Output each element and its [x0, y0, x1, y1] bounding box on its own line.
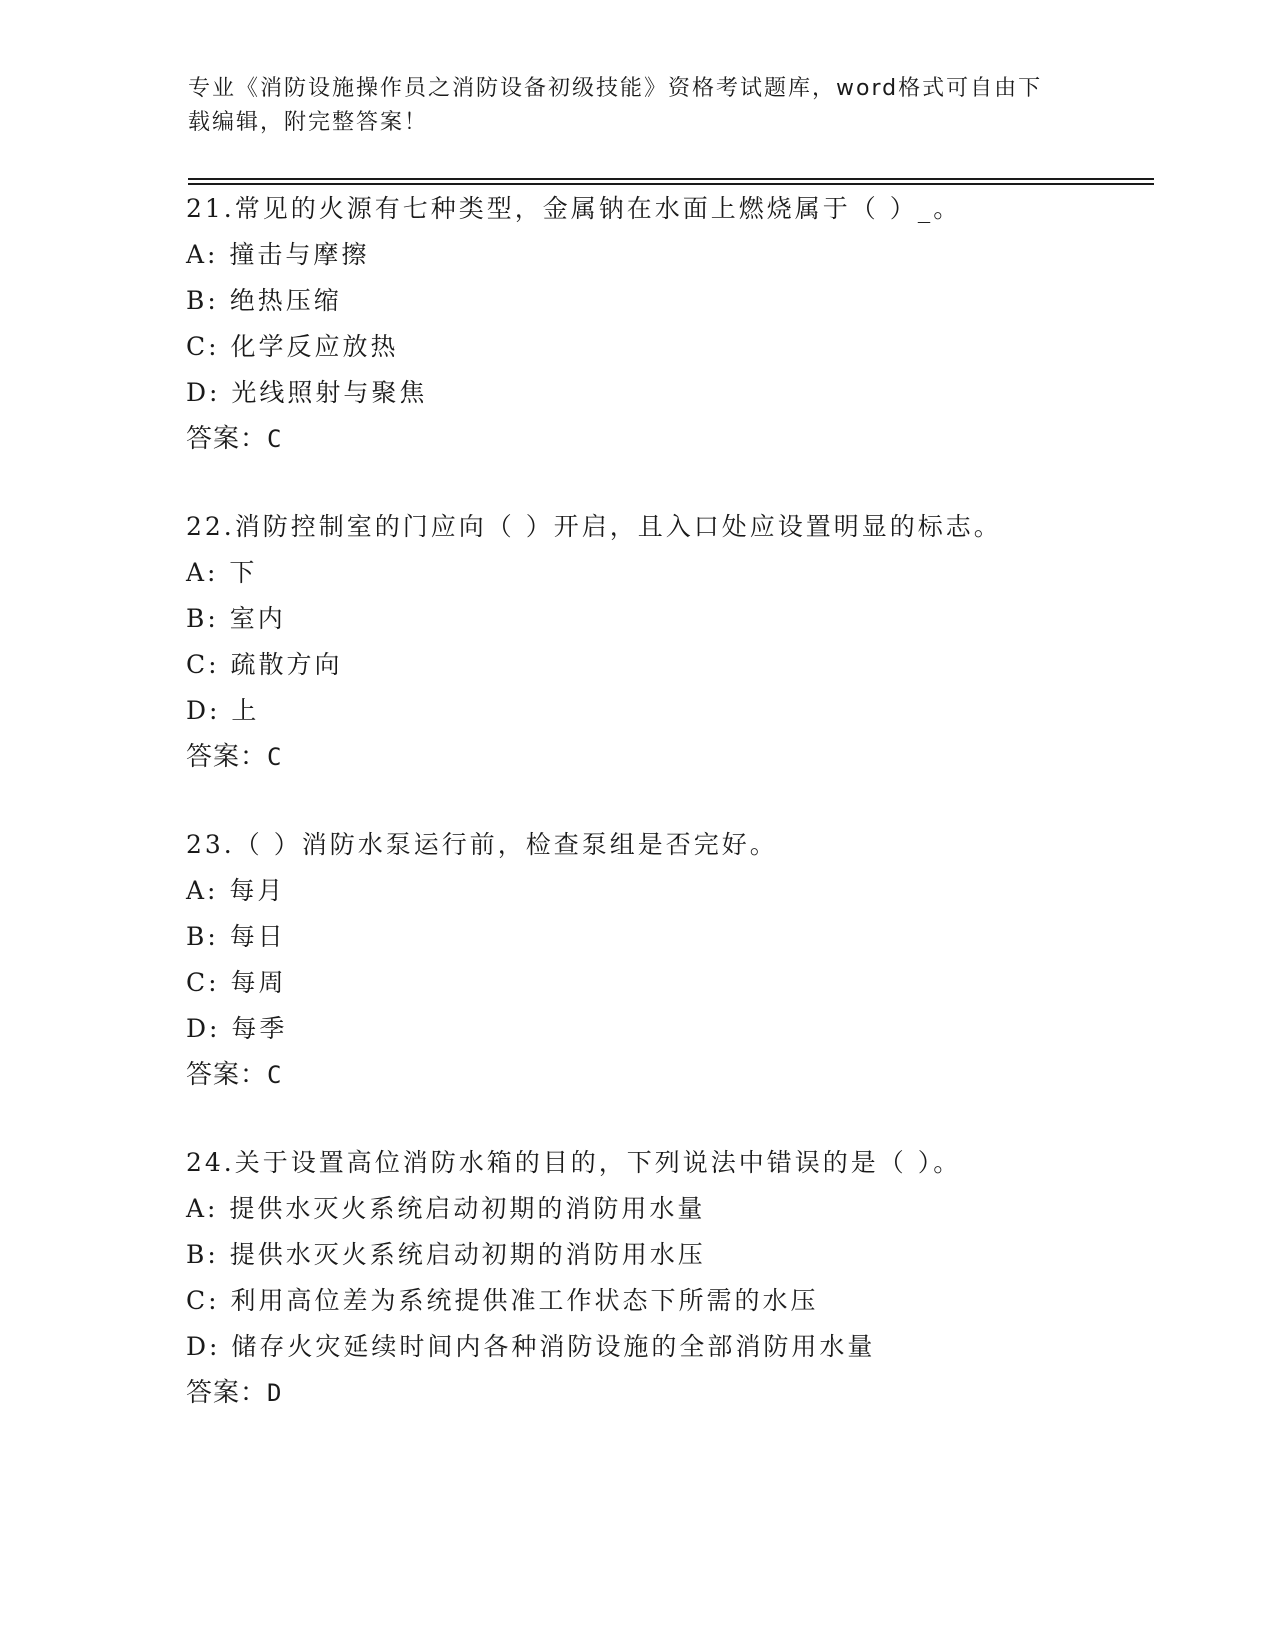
answer-value: C [267, 1061, 283, 1089]
option-b: B: 绝热压缩 [186, 286, 342, 315]
answer-line [186, 734, 1166, 780]
answer-line [186, 1370, 1166, 1416]
option-a: A: 每月 [186, 876, 286, 905]
option-c: C: 利用高位差为系统提供准工作状态下所需的水压 [186, 1286, 819, 1315]
answer-line [186, 416, 1166, 462]
header-line-1: 专业《消防设施操作员之消防设备初级技能》资格考试题库，word格式可自由下 [188, 76, 1043, 101]
option-d: D: 光线照射与聚焦 [186, 378, 428, 407]
question-24 [186, 1140, 1166, 1416]
option-b: B: 提供水灭火系统启动初期的消防用水压 [186, 1240, 706, 1269]
option-d: D: 上 [186, 696, 260, 725]
option-a: A: 撞击与摩擦 [186, 240, 370, 269]
header-rule-top [188, 178, 1154, 180]
question-stem: 22.消防控制室的门应向（ ）开启，且入口处应设置明显的标志。 [186, 512, 1002, 541]
question-21 [186, 186, 1166, 462]
answer-value: D [267, 1379, 283, 1407]
option-b: B: 每日 [186, 922, 286, 951]
answer-label: 答案： [186, 424, 268, 454]
question-23 [186, 822, 1166, 1098]
answer-label: 答案： [186, 742, 268, 772]
answer-value: C [267, 743, 283, 771]
header-line-2: 载编辑，附完整答案！ [188, 110, 429, 135]
question-stem: 21.常见的火源有七种类型，金属钠在水面上燃烧属于（ ）_。 [186, 194, 962, 223]
option-d: D: 储存火灾延续时间内各种消防设施的全部消防用水量 [186, 1332, 876, 1361]
option-d: D: 每季 [186, 1014, 288, 1043]
option-c: C: 疏散方向 [186, 650, 343, 679]
header-rule-bottom [188, 183, 1154, 185]
document-header [188, 72, 1068, 140]
option-c: C: 化学反应放热 [186, 332, 399, 361]
answer-label: 答案： [186, 1060, 268, 1090]
answer-value: C [267, 425, 283, 453]
question-stem: 23.（ ）消防水泵运行前，检查泵组是否完好。 [186, 830, 778, 859]
option-b: B: 室内 [186, 604, 286, 633]
answer-line [186, 1052, 1166, 1098]
question-22 [186, 504, 1166, 780]
option-a: A: 下 [186, 558, 258, 587]
answer-label: 答案： [186, 1378, 268, 1408]
option-c: C: 每周 [186, 968, 287, 997]
option-a: A: 提供水灭火系统启动初期的消防用水量 [186, 1194, 706, 1223]
question-stem: 24.关于设置高位消防水箱的目的，下列说法中错误的是（ ）。 [186, 1148, 962, 1177]
